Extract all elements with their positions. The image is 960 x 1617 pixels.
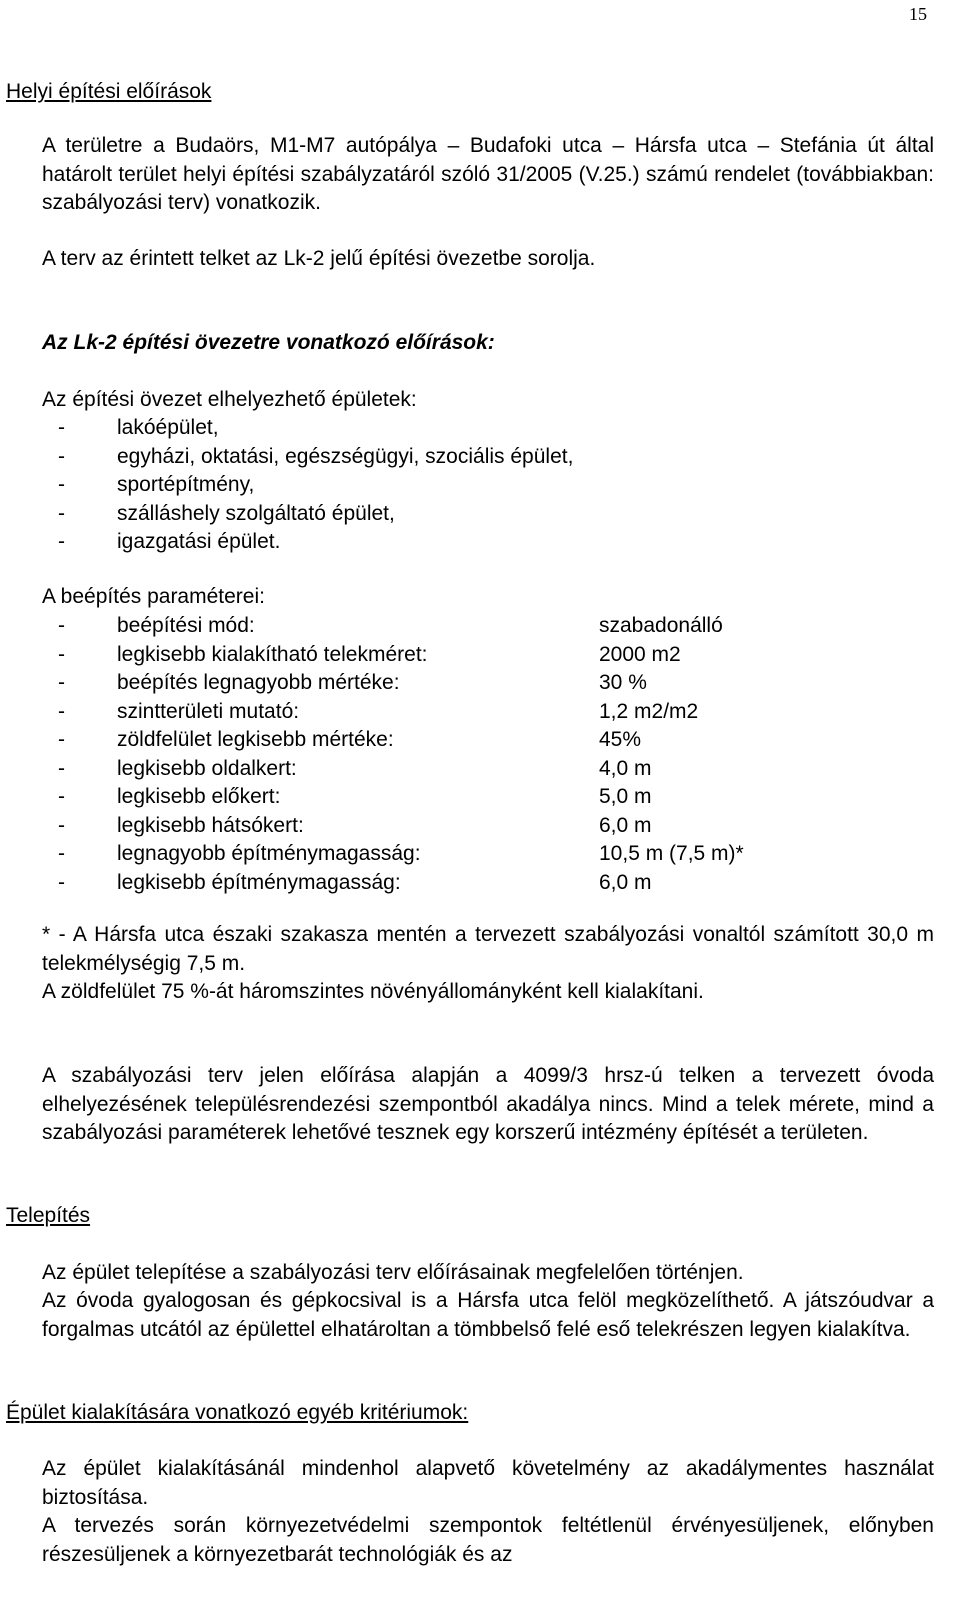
list-dash: - xyxy=(58,870,65,894)
param-value: 45% xyxy=(599,728,642,751)
param-value: 5,0 m xyxy=(599,785,652,808)
building-type: sportépítmény, xyxy=(117,473,255,496)
list-dash: - xyxy=(58,842,65,865)
building-type: igazgatási épület. xyxy=(117,530,281,553)
param-value: 2000 m2 xyxy=(599,642,681,666)
list-dash: - xyxy=(58,473,65,496)
list-dash: - xyxy=(58,785,65,808)
criteria-paragraph-1: Az épület kialakításánál mindenhol alapvető követelmény az akadálymentes használat biztosítása. xyxy=(42,1457,934,1509)
param-label: szintterületi mutató: xyxy=(117,699,300,723)
green-note: A zöldfelület 75 %-át háromszintes növényállományként kell kialakítani. xyxy=(42,980,704,1003)
param-label: beépítési mód: xyxy=(117,614,255,637)
param-value: 4,0 m xyxy=(599,756,652,780)
param-value: 1,2 m2/m2 xyxy=(599,699,699,723)
zone-subheading: Az Lk-2 építési övezetre vonatkozó előírások: xyxy=(42,331,495,354)
building-type: lakóépület, xyxy=(117,416,219,439)
list-dash: - xyxy=(58,756,65,780)
list-dash: - xyxy=(58,642,65,666)
buildings-title: Az építési övezet elhelyezhető épületek: xyxy=(42,388,417,411)
param-label: zöldfelület legkisebb mértéke: xyxy=(117,728,394,751)
param-value: szabadonálló xyxy=(599,614,723,637)
param-label: legnagyobb építménymagasság: xyxy=(117,842,421,865)
placement-line: Az épület telepítése a szabályozási terv előírásainak megfelelően történjen. xyxy=(42,1261,744,1284)
param-value: 6,0 m xyxy=(599,813,652,837)
section-heading-local-rules: Helyi építési előírások xyxy=(6,80,212,103)
param-label: legkisebb építménymagasság: xyxy=(117,870,401,894)
placement-paragraph: Az óvoda gyalogosan és gépkocsival is a Hársfa utca felöl megközelíthető. A játszóudvar a forgalmas utcától az épülettel elhatároltan a tömbbelső felé eső telekrészen legyen kialakítva. xyxy=(42,1289,934,1341)
list-dash: - xyxy=(58,671,65,694)
page-number: 15 xyxy=(909,4,927,24)
zone-sentence: A terv az érintett telket az Lk-2 jelű építési övezetbe sorolja. xyxy=(42,247,596,270)
list-dash: - xyxy=(58,530,65,553)
list-dash: - xyxy=(58,614,65,637)
conclusion-paragraph: A szabályozási terv jelen előírása alapján a 4099/3 hrsz-ú telken a tervezett óvoda elhelyezésének településrendezési szempontból akadálya nincs. Mind a telek mérete, mind a szabályozási paraméterek lehetővé tesznek egy korszerű intézmény építését a területen. xyxy=(42,1064,934,1144)
list-dash: - xyxy=(58,728,65,751)
criteria-paragraph-2: A tervezés során környezetvédelmi szempontok feltétlenül érvényesüljenek, előnyben részesüljenek a környezetbarát technológiák és az xyxy=(42,1514,934,1566)
param-label: legkisebb kialakítható telekméret: xyxy=(117,642,428,666)
param-label: legkisebb oldalkert: xyxy=(117,756,297,780)
list-dash: - xyxy=(58,699,65,723)
building-type: egyházi, oktatási, egészségügyi, szociális épület, xyxy=(117,444,574,468)
param-label: beépítés legnagyobb mértéke: xyxy=(117,671,400,694)
building-type: szálláshely szolgáltató épület, xyxy=(117,501,395,525)
section-heading-criteria: Épület kialakítására vonatkozó egyéb kritériumok: xyxy=(6,1401,469,1424)
list-dash: - xyxy=(58,501,65,525)
list-dash: - xyxy=(58,416,65,439)
list-dash: - xyxy=(58,813,65,837)
list-dash: - xyxy=(58,444,65,468)
footnote: * - A Hársfa utca északi szakasza mentén a tervezett szabályozási vonaltól számított 30,0 m telekmélységig 7,5 m. xyxy=(42,923,934,975)
param-value: 6,0 m xyxy=(599,870,652,894)
section-heading-placement: Telepítés xyxy=(6,1204,91,1227)
param-value: 10,5 m (7,5 m)* xyxy=(599,842,744,865)
intro-paragraph: A területre a Budaörs, M1-M7 autópálya – Budafoki utca – Hársfa utca – Stefánia út által határolt terület helyi építési szabályzatáról szóló 31/2005 (V.25.) számú rendelet (továbbiakban: szabályozási terv) vonatkozik. xyxy=(42,134,934,214)
param-label: legkisebb hátsókert: xyxy=(117,813,304,837)
param-label: legkisebb előkert: xyxy=(117,785,281,808)
params-title: A beépítés paraméterei: xyxy=(42,585,265,608)
param-value: 30 % xyxy=(599,671,647,694)
